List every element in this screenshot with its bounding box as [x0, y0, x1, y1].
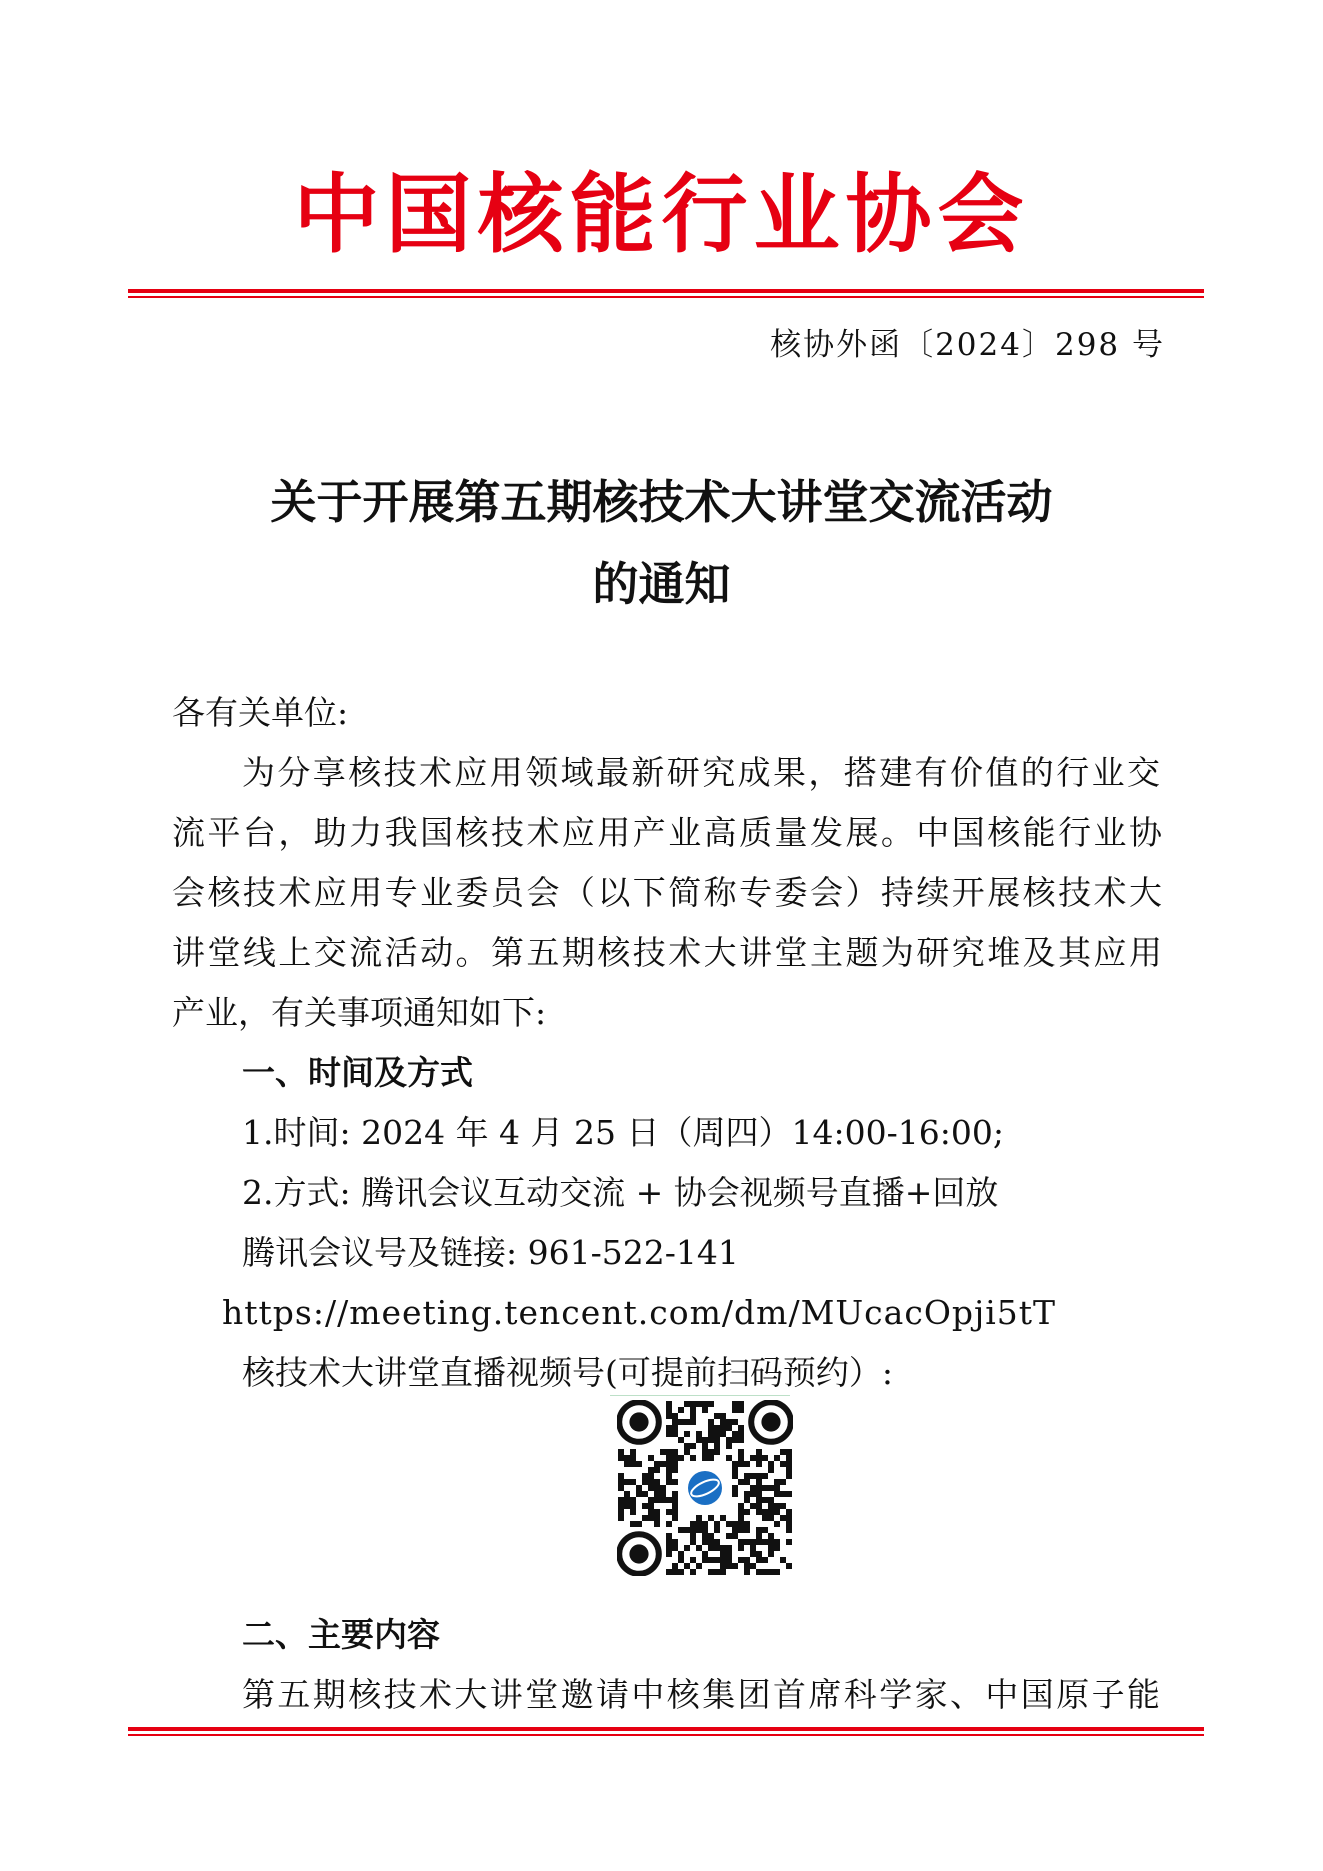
letterhead-rule-top	[128, 289, 1204, 293]
section1-heading: 一、时间及方式	[242, 1053, 473, 1092]
qr-code[interactable]	[617, 1400, 793, 1576]
footer-rule-bottom	[128, 1734, 1204, 1736]
letterhead-rule-bottom	[128, 296, 1204, 298]
intro-line-1: 为分享核技术应用领域最新研究成果，搭建有价值的行业交	[242, 753, 1160, 792]
section1-link[interactable]: https://meeting.tencent.com/dm/MUcacOpji5tT	[222, 1293, 1057, 1332]
section1-time: 1.时间: 2024 年 4 月 25 日（周四）14:00-16:00;	[242, 1113, 1004, 1152]
notice-title-line2: 的通知	[592, 557, 731, 611]
letterhead-title: 中国核能行业协会	[293, 165, 1030, 265]
intro-line-2: 流平台，助力我国核技术应用产业高质量发展。中国核能行业协	[172, 813, 1162, 852]
intro-line-4: 讲堂线上交流活动。第五期核技术大讲堂主题为研究堆及其应用	[172, 933, 1162, 972]
salutation: 各有关单位:	[172, 693, 349, 732]
qr-caption: 核技术大讲堂直播视频号(可提前扫码预约）:	[242, 1353, 893, 1392]
section2-line-1: 第五期核技术大讲堂邀请中核集团首席科学家、中国原子能	[242, 1675, 1160, 1714]
intro-line-5: 产业，有关事项通知如下:	[172, 993, 547, 1032]
section1-method: 2.方式: 腾讯会议互动交流 + 协会视频号直播+回放	[242, 1173, 999, 1212]
qr-code-icon	[617, 1400, 793, 1576]
notice-title-line1: 关于开展第五期核技术大讲堂交流活动	[270, 475, 1053, 529]
section1-meeting: 腾讯会议号及链接: 961-522-141	[242, 1233, 739, 1272]
intro-line-3: 会核技术应用专业委员会（以下简称专委会）持续开展核技术大	[172, 873, 1162, 912]
document-number: 核协外函〔2024〕298 号	[770, 327, 1165, 363]
footer-rule-top	[128, 1727, 1204, 1731]
qr-top-divider	[610, 1395, 790, 1396]
section2-heading: 二、主要内容	[242, 1615, 440, 1654]
